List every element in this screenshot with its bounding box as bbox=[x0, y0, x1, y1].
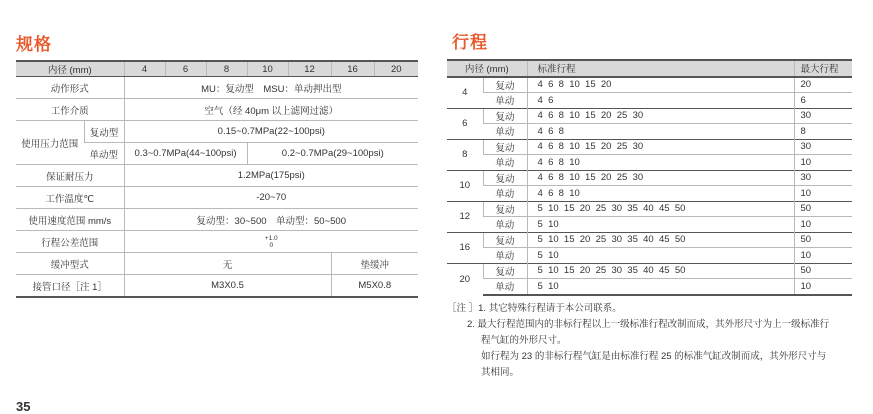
stroke-max-cell: 30 bbox=[794, 170, 852, 186]
spec-label: 使用速度范围 mm/s bbox=[16, 209, 124, 231]
stroke-type-cell: 复动 bbox=[483, 139, 527, 155]
stroke-type-cell: 单动 bbox=[483, 93, 527, 109]
spec-sublabel: 单动型 bbox=[84, 143, 124, 165]
spec-value: 复动型：30~500 单动型：50~500 bbox=[124, 209, 418, 231]
spec-header-cell: 12 bbox=[288, 61, 331, 77]
stroke-row bbox=[447, 186, 852, 202]
stroke-standard-cell: 5 10 bbox=[527, 279, 794, 295]
spec-row-temp bbox=[16, 187, 418, 209]
spec-label: 行程公差范围 bbox=[16, 231, 124, 253]
stroke-standard-cell: 4 6 bbox=[527, 93, 794, 109]
stroke-header-max: 最大行程 bbox=[794, 60, 852, 77]
spec-label: 保证耐压力 bbox=[16, 165, 124, 187]
note-line: 程气缸的外形尺寸。 bbox=[481, 335, 567, 346]
tolerance-lower: 0 bbox=[269, 241, 274, 249]
stroke-bore-cell: 12 bbox=[447, 201, 483, 232]
stroke-max-cell: 10 bbox=[794, 155, 852, 171]
spec-label: 接管口径［注 1］ bbox=[16, 275, 124, 298]
stroke-row bbox=[447, 201, 852, 217]
stroke-max-cell: 30 bbox=[794, 108, 852, 124]
stroke-standard-cell: 5 10 bbox=[527, 217, 794, 233]
stroke-standard-cell: 5 10 bbox=[527, 248, 794, 264]
spec-header-cell: 4 bbox=[124, 61, 165, 77]
stroke-heading: 行程 bbox=[452, 33, 488, 52]
note-line: ［注 ］1. 其它特殊行程请于本公司联系。 bbox=[447, 303, 622, 314]
spec-value: M5X0.8 bbox=[331, 275, 418, 298]
note-line: 如行程为 23 的非标行程气缸是由标准行程 25 的标准气缸改制而成，其外形尺寸与 bbox=[481, 351, 827, 362]
stroke-max-cell: 8 bbox=[794, 124, 852, 140]
stroke-bore-cell: 8 bbox=[447, 139, 483, 170]
stroke-standard-cell: 4 6 8 10 bbox=[527, 186, 794, 202]
stroke-bore-cell: 4 bbox=[447, 77, 483, 109]
spec-row-pressure-double bbox=[16, 121, 418, 143]
stroke-max-cell: 10 bbox=[794, 248, 852, 264]
stroke-max-cell: 10 bbox=[794, 279, 852, 295]
stroke-row bbox=[447, 108, 852, 124]
spec-header-cell: 10 bbox=[247, 61, 288, 77]
spec-header-row bbox=[16, 61, 418, 77]
spec-value: MU：复动型 MSU：单动押出型 bbox=[124, 77, 418, 99]
stroke-table bbox=[447, 59, 852, 296]
stroke-standard-cell: 5 10 15 20 25 30 35 40 45 50 bbox=[527, 232, 794, 248]
spec-value: 垫缓冲 bbox=[331, 253, 418, 275]
spec-header-cell: 6 bbox=[165, 61, 206, 77]
stroke-row bbox=[447, 139, 852, 155]
spec-row-proof bbox=[16, 165, 418, 187]
spec-value: 空气（经 40μm 以上滤网过滤） bbox=[124, 99, 418, 121]
spec-value: 无 bbox=[124, 253, 331, 275]
notes bbox=[447, 301, 829, 381]
spec-value bbox=[124, 231, 418, 253]
note-line: 其相同。 bbox=[481, 367, 520, 378]
stroke-row bbox=[447, 170, 852, 186]
spec-header-cell: 8 bbox=[206, 61, 247, 77]
stroke-row bbox=[447, 279, 852, 295]
stroke-bore-cell: 20 bbox=[447, 263, 483, 295]
spec-value: 0.2~0.7MPa(29~100psi) bbox=[247, 143, 418, 165]
spec-label: 缓冲型式 bbox=[16, 253, 124, 275]
spec-value: 1.2MPa(175psi) bbox=[124, 165, 418, 187]
stroke-header-bore: 内径 (mm) bbox=[447, 60, 527, 77]
stroke-bore-cell: 10 bbox=[447, 170, 483, 201]
spec-header-bore: 内径 (mm) bbox=[16, 61, 124, 77]
stroke-max-cell: 6 bbox=[794, 93, 852, 109]
spec-label: 使用压力范围 bbox=[16, 121, 84, 165]
stroke-type-cell: 单动 bbox=[483, 186, 527, 202]
stroke-type-cell: 单动 bbox=[483, 124, 527, 140]
stroke-standard-cell: 5 10 15 20 25 30 35 40 45 50 bbox=[527, 201, 794, 217]
page-number: 35 bbox=[16, 399, 31, 414]
spec-value: 0.15~0.7MPa(22~100psi) bbox=[124, 121, 418, 143]
stroke-max-cell: 10 bbox=[794, 217, 852, 233]
note-line: 2. 最大行程范围内的非标行程以上一级标准行程改制而成，其外形尺寸为上一级标准行 bbox=[467, 319, 830, 330]
spec-heading: 规格 bbox=[16, 35, 52, 54]
spec-header-cell: 16 bbox=[331, 61, 374, 77]
stroke-row bbox=[447, 155, 852, 171]
stroke-max-cell: 50 bbox=[794, 201, 852, 217]
stroke-type-cell: 复动 bbox=[483, 232, 527, 248]
stroke-header-row bbox=[447, 60, 852, 77]
stroke-max-cell: 20 bbox=[794, 77, 852, 93]
stroke-standard-cell: 4 6 8 10 15 20 bbox=[527, 77, 794, 93]
stroke-type-cell: 复动 bbox=[483, 108, 527, 124]
stroke-row bbox=[447, 232, 852, 248]
stroke-row bbox=[447, 93, 852, 109]
stroke-standard-cell: 5 10 15 20 25 30 35 40 45 50 bbox=[527, 263, 794, 279]
stroke-standard-cell: 4 6 8 10 bbox=[527, 155, 794, 171]
stroke-row bbox=[447, 263, 852, 279]
stroke-type-cell: 单动 bbox=[483, 248, 527, 264]
spec-table bbox=[16, 60, 418, 298]
spec-row-medium bbox=[16, 99, 418, 121]
spec-value: 0.3~0.7MPa(44~100psi) bbox=[124, 143, 247, 165]
stroke-type-cell: 单动 bbox=[483, 279, 527, 295]
stroke-standard-cell: 4 6 8 bbox=[527, 124, 794, 140]
spec-label: 动作形式 bbox=[16, 77, 124, 99]
spec-row-speed bbox=[16, 209, 418, 231]
stroke-standard-cell: 4 6 8 10 15 20 25 30 bbox=[527, 108, 794, 124]
stroke-row bbox=[447, 77, 852, 93]
stroke-type-cell: 复动 bbox=[483, 263, 527, 279]
spec-value: -20~70 bbox=[124, 187, 418, 209]
stroke-standard-cell: 4 6 8 10 15 20 25 30 bbox=[527, 139, 794, 155]
spec-row-port bbox=[16, 275, 418, 298]
stroke-max-cell: 10 bbox=[794, 186, 852, 202]
stroke-max-cell: 50 bbox=[794, 232, 852, 248]
stroke-row bbox=[447, 217, 852, 233]
spec-sublabel: 复动型 bbox=[84, 121, 124, 143]
stroke-standard-cell: 4 6 8 10 15 20 25 30 bbox=[527, 170, 794, 186]
stroke-type-cell: 单动 bbox=[483, 217, 527, 233]
stroke-type-cell: 复动 bbox=[483, 170, 527, 186]
spec-label: 工作介质 bbox=[16, 99, 124, 121]
stroke-max-cell: 50 bbox=[794, 263, 852, 279]
stroke-type-cell: 复动 bbox=[483, 201, 527, 217]
stroke-row bbox=[447, 248, 852, 264]
tolerance-upper: +1.0 bbox=[264, 234, 278, 242]
stroke-max-cell: 30 bbox=[794, 139, 852, 155]
spec-value: M3X0.5 bbox=[124, 275, 331, 298]
tolerance-stack bbox=[265, 235, 278, 249]
spec-row-action bbox=[16, 77, 418, 99]
spec-label: 工作温度℃ bbox=[16, 187, 124, 209]
spec-row-cushion bbox=[16, 253, 418, 275]
stroke-bore-cell: 6 bbox=[447, 108, 483, 139]
spec-row-tolerance bbox=[16, 231, 418, 253]
stroke-row bbox=[447, 124, 852, 140]
spec-header-cell: 20 bbox=[374, 61, 418, 77]
stroke-type-cell: 单动 bbox=[483, 155, 527, 171]
stroke-bore-cell: 16 bbox=[447, 232, 483, 263]
stroke-header-standard: 标准行程 bbox=[527, 60, 794, 77]
stroke-type-cell: 复动 bbox=[483, 77, 527, 93]
